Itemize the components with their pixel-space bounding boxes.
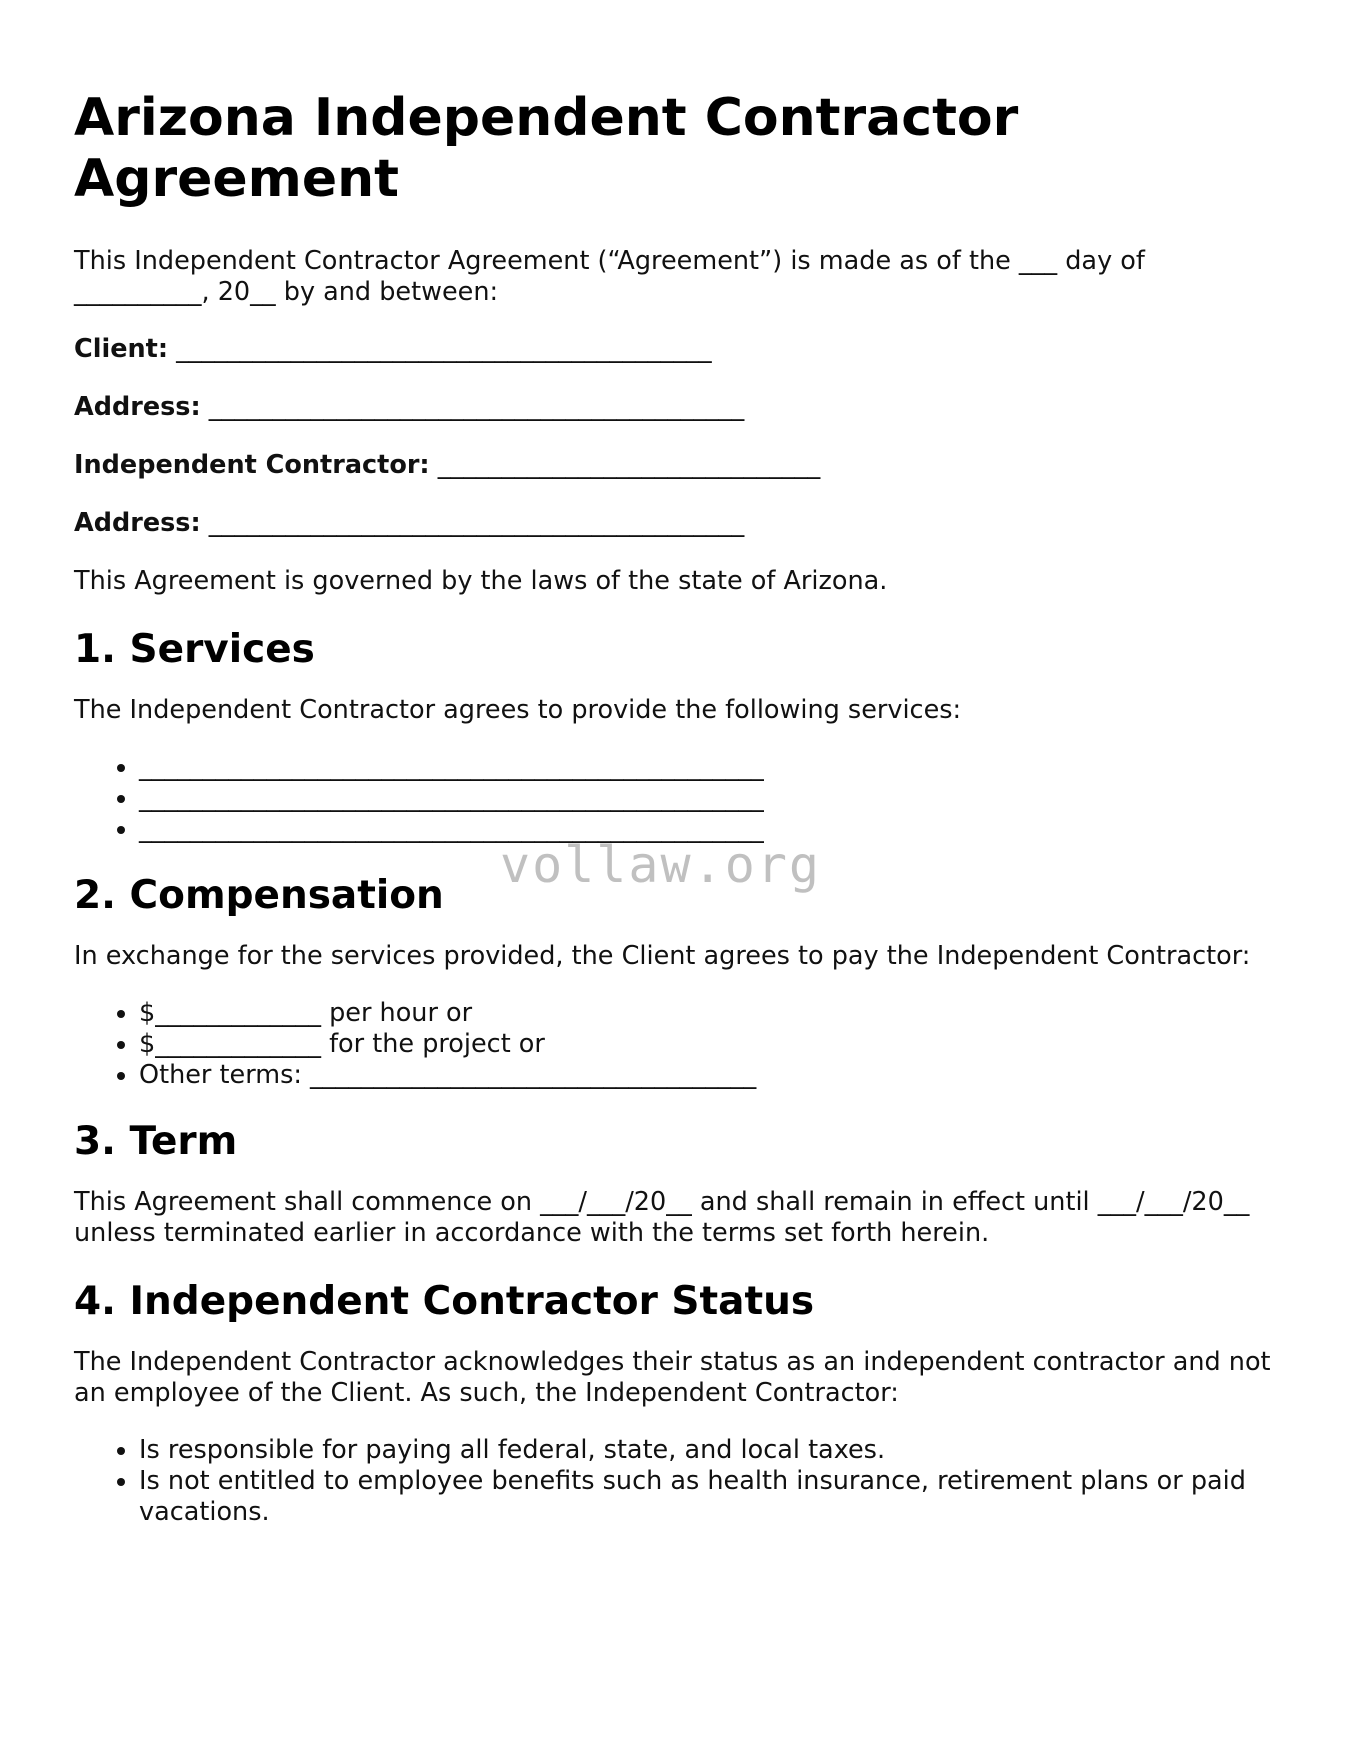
contractor-address-field [74, 508, 1274, 539]
list-item: • _________________________________________________ [139, 752, 1274, 783]
list-item: • _________________________________________________ [139, 814, 1274, 845]
compensation-list [74, 998, 1274, 1091]
client-blank: __________________________________________ [176, 334, 712, 364]
client-label: Client: [74, 334, 169, 364]
compensation-heading: 2. Compensation [74, 873, 444, 918]
status-body: The Independent Contractor acknowledges their status as an independent contractor and not an employee of the Client. As such, the Independent Contractor: [74, 1347, 1271, 1408]
governing-law: This Agreement is governed by the laws of the state of Arizona. [74, 566, 888, 596]
client-address-label: Address: [74, 392, 201, 422]
status-heading: 4. Independent Contractor Status [74, 1279, 815, 1324]
watermark: vollaw.org [500, 836, 822, 894]
term-body: This Agreement shall commence on ___/___/20__ and shall remain in effect until ___/___/20__ unless terminated earlier in accordance with the terms set forth herein. [74, 1187, 1250, 1248]
list-item: • Is responsible for paying all federal, state, and local taxes. [139, 1435, 1274, 1466]
list-item: • Is not entitled to employee benefits such as health insurance, retirement plans or paid vacations. [139, 1466, 1274, 1528]
contractor-field [74, 450, 1274, 481]
list-item: • $_____________ per hour or [139, 998, 1274, 1029]
client-address-field [74, 392, 1274, 423]
compensation-body: In exchange for the services provided, the Client agrees to pay the Independent Contractor: [74, 941, 1251, 971]
term-heading: 3. Term [74, 1119, 238, 1164]
client-address-blank: __________________________________________ [208, 392, 745, 422]
contractor-address-label: Address: [74, 508, 201, 538]
contractor-blank: ______________________________ [437, 450, 821, 480]
contractor-address-blank: __________________________________________ [208, 508, 745, 538]
list-item: • _________________________________________________ [139, 783, 1274, 814]
services-heading: 1. Services [74, 627, 315, 672]
client-field [74, 334, 1274, 365]
list-item: • Other terms: ___________________________________ [139, 1060, 1274, 1091]
services-body: The Independent Contractor agrees to provide the following services: [74, 695, 962, 725]
contractor-label: Independent Contractor: [74, 450, 430, 480]
list-item: • $_____________ for the project or [139, 1029, 1274, 1060]
status-list [74, 1435, 1274, 1528]
document-title: Arizona Independent Contractor Agreement [74, 88, 1019, 209]
document-page [74, 88, 1274, 1556]
services-list [74, 752, 1274, 845]
intro-paragraph: This Independent Contractor Agreement (“Agreement”) is made as of the ___ day of __________, 20__ by and between: [74, 246, 1145, 307]
